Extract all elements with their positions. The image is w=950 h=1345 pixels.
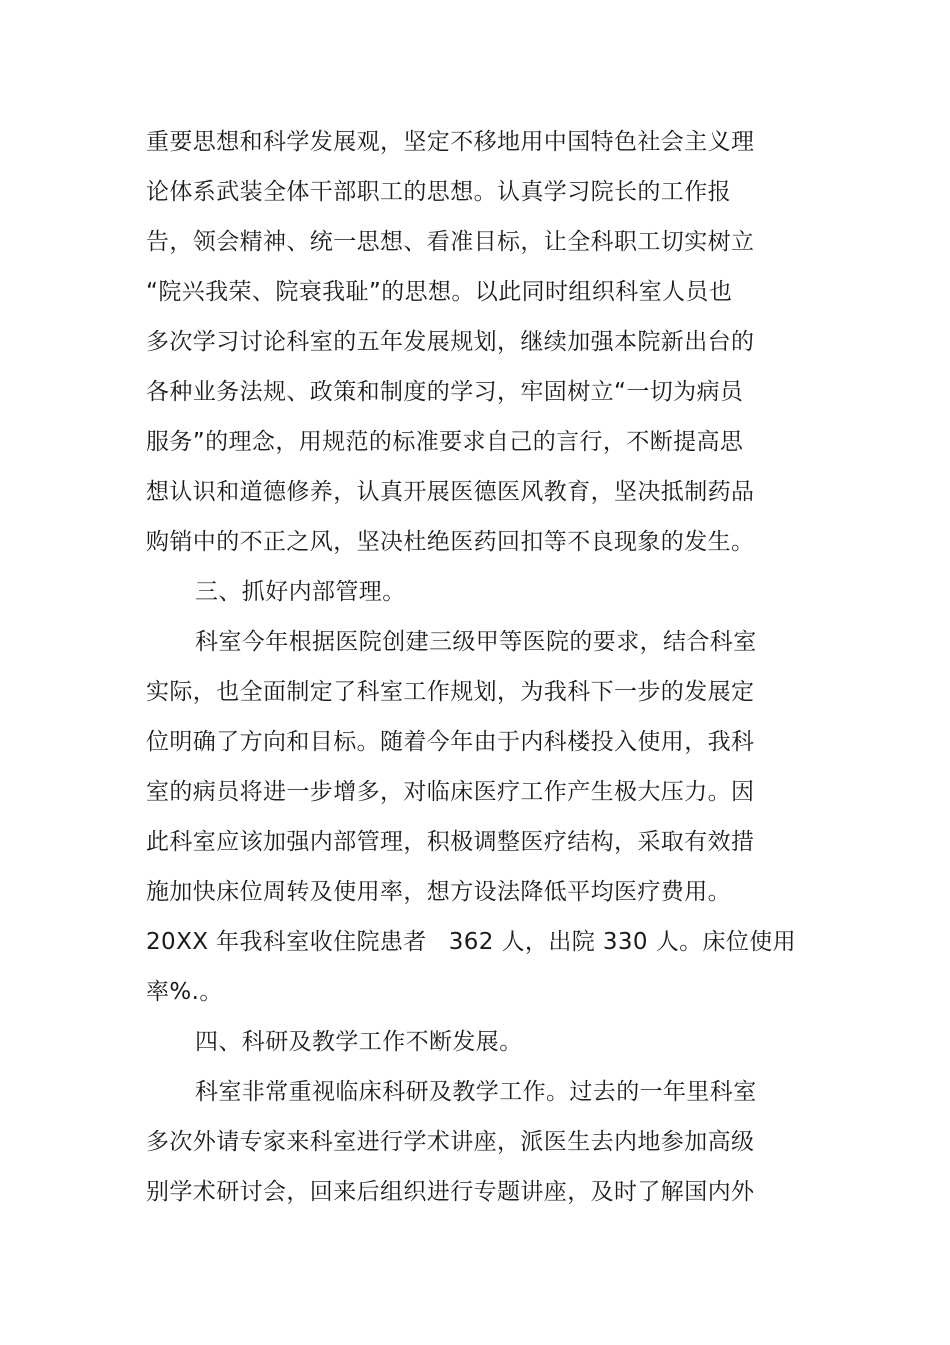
text-line: 多次外请专家来科室进行学术讲座，派医生去内地参加高级 bbox=[146, 1129, 755, 1155]
text-line: “院兴我荣、院衰我耻”的思想。以此同时组织科室人员也 bbox=[146, 279, 733, 305]
text-line: 想认识和道德修养，认真开展医德医风教育，坚决抵制药品 bbox=[146, 479, 755, 505]
section-heading: 三、抓好内部管理。 bbox=[195, 579, 406, 605]
text-line: 率%.。 bbox=[146, 979, 223, 1005]
text-line: 别学术研讨会，回来后组织进行专题讲座，及时了解国内外 bbox=[146, 1179, 755, 1205]
stats-year-prefix: 20XX 年我科室收住院患者 bbox=[146, 929, 427, 955]
text-line: 服务”的理念，用规范的标准要求自己的言行，不断提高思 bbox=[146, 429, 744, 455]
discharged-unit: 人。床位使用 bbox=[655, 929, 797, 955]
text-line: 多次学习讨论科室的五年发展规划，继续加强本院新出台的 bbox=[146, 329, 755, 355]
text-line: 论体系武装全体干部职工的思想。认真学习院长的工作报 bbox=[146, 179, 731, 205]
admitted-unit: 人，出院 bbox=[501, 929, 596, 955]
text-line: 告，领会精神、统一思想、看准目标，让全科职工切实树立 bbox=[146, 229, 755, 255]
text-line: 此科室应该加强内部管理，积极调整医疗结构，采取有效措 bbox=[146, 829, 755, 855]
admitted-count: 362 bbox=[448, 929, 494, 955]
text-line: 科室非常重视临床科研及教学工作。过去的一年里科室 bbox=[195, 1079, 757, 1105]
text-line: 购销中的不正之风，坚决杜绝医药回扣等不良现象的发生。 bbox=[146, 529, 755, 555]
text-line: 重要思想和科学发展观，坚定不移地用中国特色社会主义理 bbox=[146, 129, 755, 155]
section-heading: 四、科研及教学工作不断发展。 bbox=[195, 1029, 523, 1055]
discharged-count: 330 bbox=[602, 929, 648, 955]
text-line: 室的病员将进一步增多，对临床医疗工作产生极大压力。因 bbox=[146, 779, 755, 805]
text-line: 施加快床位周转及使用率，想方设法降低平均医疗费用。 bbox=[146, 879, 731, 905]
text-line: 各种业务法规、政策和制度的学习，牢固树立“一切为病员 bbox=[146, 379, 744, 405]
text-line: 实际，也全面制定了科室工作规划，为我科下一步的发展定 bbox=[146, 679, 755, 705]
stats-line bbox=[146, 927, 796, 957]
text-line: 位明确了方向和目标。随着今年由于内科楼投入使用，我科 bbox=[146, 729, 755, 755]
text-line: 科室今年根据医院创建三级甲等医院的要求，结合科室 bbox=[195, 629, 757, 655]
